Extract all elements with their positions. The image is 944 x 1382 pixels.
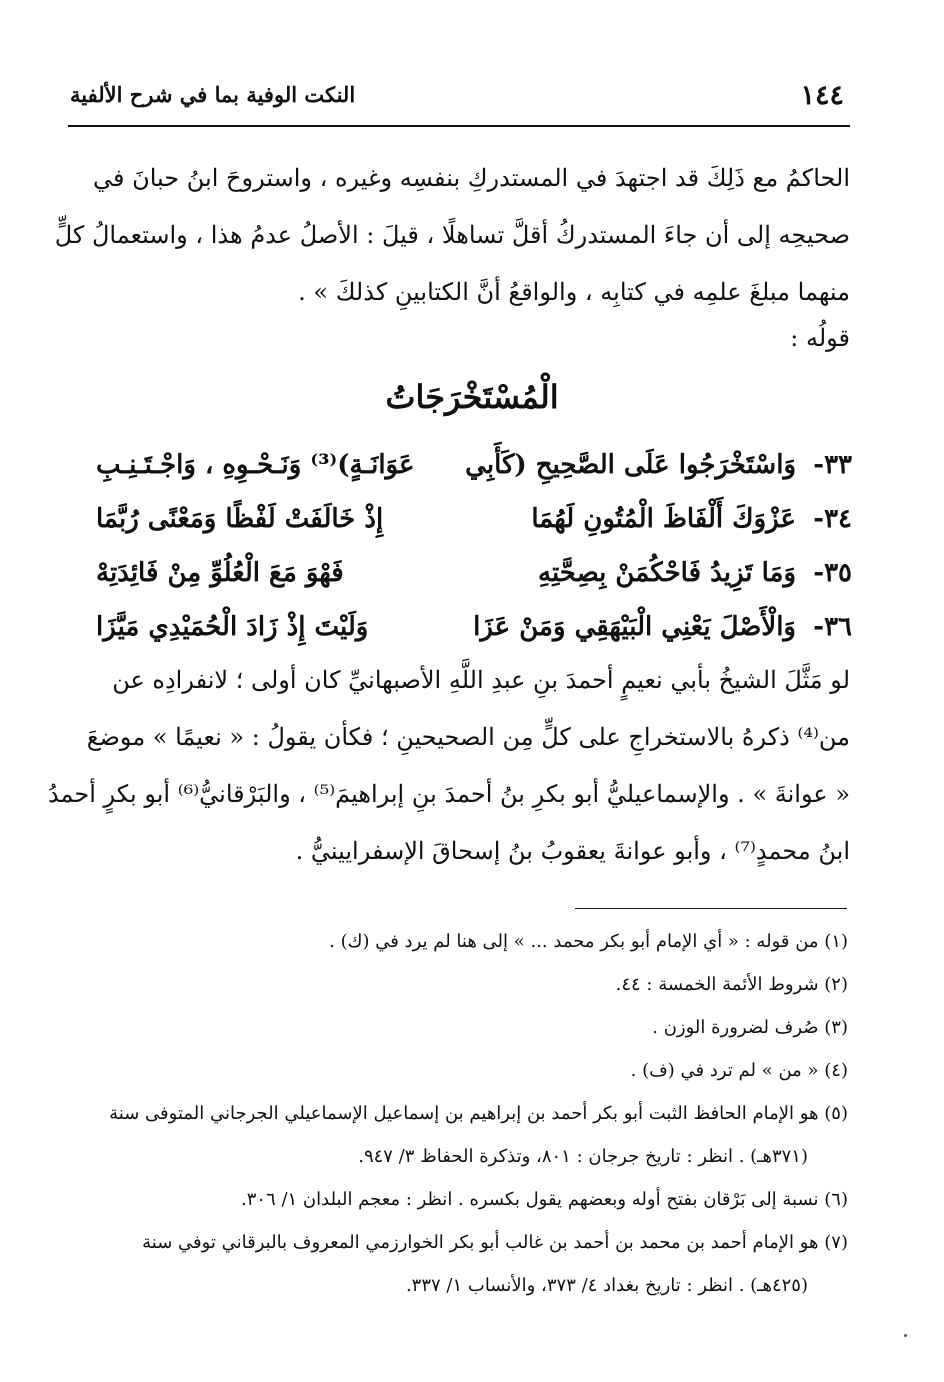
- footnote-7-continued: (٤٢٥هـ) . انظر : تاريخ بغداد ٤/ ٣٧٣، والأنساب ١/ ٣٣٧.: [405, 1275, 808, 1296]
- running-header: [68, 78, 848, 118]
- verse-first-hemistich: وَالْأَصْلَ يَعْنِي الْبَيْهَقِي وَمَنْ عَزَا: [473, 612, 796, 642]
- footnote-rule: [575, 908, 847, 909]
- verse-first-hemistich: عَزْوَكَ أَلْفَاظَ الْمُتُونِ لَهُمَا: [531, 504, 796, 534]
- page-number: ١٤٤: [800, 80, 844, 111]
- section-heading: الْمُسْتَخْرَجَاتُ: [385, 378, 559, 416]
- verse-number: ٣٣-: [813, 450, 852, 480]
- verse-second-hemistich: عَوَانَـةٍ)⁽³⁾ وَنَـحْـوِهِ ، وَاجْـتَـنِـبِ: [96, 450, 415, 480]
- verse-second-hemistich: إِذْ خَالَفَتْ لَفْظًا وَمَعْنًى رُبَّمَا: [96, 504, 384, 534]
- verse-36: [96, 604, 852, 658]
- verse-number: ٣٦-: [813, 612, 852, 642]
- text-line: « عوانةَ » . والإسماعيليُّ أبو بكرِ بنُ أحمدَ بنِ إبراهيمَ⁽⁵⁾ ، والبَرْقانيُّ⁽⁶⁾ أبو بكرٍ أحمدُ: [47, 780, 850, 808]
- verse-first-hemistich: وَاسْتَخْرَجُوا عَلَى الصَّحِيحِ (كَأَبِي: [465, 450, 796, 480]
- verse-34: [96, 496, 852, 550]
- footnotes: [66, 920, 848, 1307]
- text-line: منهما مبلغَ علمِه في كتابِه ، والواقعُ أنَّ الكتابينِ كذلكَ » .: [298, 278, 850, 306]
- verse-35: [96, 550, 852, 604]
- text-line: صحيحِه إلى أن جاءَ المستدركُ أقلَّ تساهلًا ، قيلَ : الأصلُ عدمُ هذا ، واستعمالُ كلٍّ: [54, 221, 850, 249]
- footnote-5: (٥) هو الإمام الحافظ الثبت أبو بكر أحمد بن إبراهيم بن إسماعيل الإسماعيلي الجرجاني المتوفى سنة: [109, 1103, 848, 1124]
- qawluh-label: قولُه :: [790, 324, 850, 352]
- verse-first-hemistich: وَمَا تَزِيدُ فَاحْكُمَنْ بِصِحَّتِهِ: [538, 558, 796, 588]
- footnote-1: (١) من قوله : « أي الإمام أبو بكر محمد ... » إلى هنا لم يرد في (ك) .: [329, 931, 848, 952]
- text-line: من⁽⁴⁾ ذكرهُ بالاستخراجِ على كلٍّ مِن الصحيحينِ ؛ فكأن يقولُ : « نعيمًا » موضعَ: [86, 723, 850, 751]
- footnote-4: (٤) « من » لم ترد في (ف) .: [630, 1060, 848, 1081]
- text-line: الحاكمُ مع ذَلِكَ قد اجتهدَ في المستدركِ بنفسِه وغيره ، واستروحَ ابنُ حبانَ في: [93, 164, 850, 192]
- verse-second-hemistich: وَلَيْتَ إِذْ زَادَ الْحُمَيْدِي مَيَّزَا: [96, 612, 369, 642]
- verse-33: [96, 442, 852, 496]
- footnote-2: (٢) شروط الأئمة الخمسة : ٤٤.: [615, 974, 848, 995]
- text-line: ابنُ محمدٍ⁽⁷⁾ ، وأبو عوانةَ يعقوبُ بنُ إسحاقَ الإسفرايينيُّ .: [295, 837, 850, 865]
- header-rule: [68, 125, 850, 127]
- verse-second-hemistich: فَهْوَ مَعَ الْعُلُوِّ مِنْ فَائِدَتِهْ: [96, 558, 344, 588]
- footnote-6: (٦) نسبة إلى بَرْقان بفتح أوله وبعضهم يقول بكسره . انظر : معجم البلدان ١/ ٣٠٦.: [240, 1189, 848, 1210]
- footnote-7: (٧) هو الإمام أحمد بن محمد بن أحمد بن غالب أبو بكر الخوارزمي المعروف بالبرقاني توفي سنة: [142, 1232, 848, 1253]
- poem-verses: [96, 442, 852, 658]
- text-line: لو مَثَّلَ الشيخُ بأبي نعيمٍ أحمدَ بنِ عبدِ اللَّهِ الأصبهانيِّ كان أولى ؛ لانفرادِه عن: [112, 666, 850, 694]
- paragraph-1: [54, 150, 850, 321]
- book-title: النكت الوفية بما في شرح الألفية: [70, 82, 356, 107]
- verse-number: ٣٤-: [813, 504, 852, 534]
- paragraph-2: [47, 652, 850, 880]
- page-speck: [904, 1334, 907, 1337]
- footnote-5-continued: (٣٧١هـ) . انظر : تاريخ جرجان : ٨٠١، وتذكرة الحفاظ ٣/ ٩٤٧.: [358, 1146, 808, 1167]
- footnote-3: (٣) صُرف لضرورة الوزن .: [652, 1017, 848, 1038]
- verse-number: ٣٥-: [813, 558, 852, 588]
